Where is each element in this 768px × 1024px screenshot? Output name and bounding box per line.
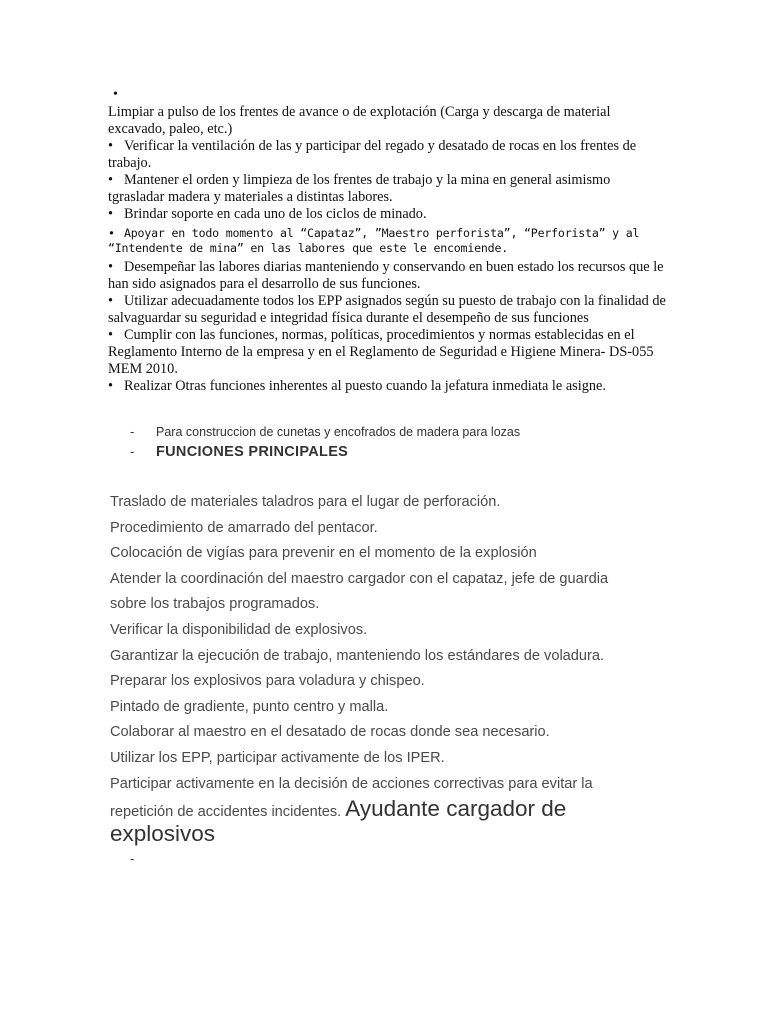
duty-item (108, 327, 668, 378)
duty-text: Desempeñar las labores diarias manteniendo y conservando en buen estado los recursos que le han sido asignados para el desarrollo de sus funciones. (108, 259, 664, 292)
section-heading: FUNCIONES PRINCIPALES (156, 444, 349, 460)
dash-mark: - (130, 444, 135, 459)
section-heading-row (130, 443, 348, 461)
duty-text: Brindar soporte en cada uno de los ciclos de minado. (124, 206, 427, 222)
bullet-mark: • (108, 138, 114, 154)
duty-text: Mantener el orden y limpieza de los frentes de trabajo y la mina en general asimismo tgrasladar madera y materiales a distintas labores. (108, 172, 611, 205)
duty-item (108, 259, 668, 293)
duty-item-mono (108, 226, 668, 256)
subtitle-text: Ayudante cargador de (345, 796, 567, 822)
lone-bullet: • (113, 87, 118, 102)
function-line: Colocación de vigías para prevenir en el momento de la explosión (110, 545, 537, 562)
duty-text: Verificar la ventilación de las y participar del regado y desatado de rocas en los frentes de trabajo. (108, 138, 637, 171)
trailing-dash (130, 850, 156, 868)
dash-text: Para construccion de cunetas y encofrados de madera para lozas (156, 425, 521, 439)
function-line: Procedimiento de amarrado del pentacor. (110, 519, 378, 536)
function-line-mixed (110, 797, 670, 821)
duty-text: Realizar Otras funciones inherentes al puesto cuando la jefatura inmediata le asigne. (124, 378, 606, 394)
duty-item (108, 172, 668, 206)
duty-item (108, 378, 668, 395)
functions-list (110, 490, 670, 849)
function-line: sobre los trabajos programados. (110, 596, 320, 613)
bullet-mark: • (108, 259, 114, 275)
bullet-mark: • (108, 378, 114, 394)
duty-item-first: Limpiar a pulso de los frentes de avance o de explotación (Carga y descarga de material excavado, paleo, etc.) (108, 104, 611, 137)
function-text: repetición de accidentes incidentes. (110, 804, 342, 821)
dash-mark: - (130, 424, 135, 439)
function-line: Participar activamente en la decisión de acciones correctivas para evitar la (110, 775, 593, 792)
function-line: Verificar la disponibilidad de explosivos. (110, 621, 368, 638)
bullet-mark: • (108, 327, 114, 343)
function-line: Pintado de gradiente, punto centro y malla. (110, 698, 389, 715)
function-line: Garantizar la ejecución de trabajo, manteniendo los estándares de voladura. (110, 647, 605, 664)
bullet-mark: • (108, 206, 114, 222)
bullet-mark: • (108, 172, 114, 188)
function-line: Colaborar al maestro en el desatado de rocas donde sea necesario. (110, 724, 550, 741)
duties-list (108, 104, 668, 395)
duty-item (108, 138, 668, 172)
bullet-mark: • (108, 293, 114, 309)
duty-item (108, 206, 668, 223)
function-line: Traslado de materiales taladros para el lugar de perforación. (110, 494, 501, 510)
subtitle-continued: explosivos (110, 821, 216, 847)
function-line: Preparar los explosivos para voladura y chispeo. (110, 673, 425, 690)
dash-mark: - (130, 851, 135, 866)
dash-item (130, 424, 520, 439)
function-line: Utilizar los EPP, participar activamente de los IPER. (110, 749, 445, 766)
function-line: Atender la coordinación del maestro cargador con el capataz, jefe de guardia (110, 570, 609, 587)
duty-text: Utilizar adecuadamente todos los EPP asignados según su puesto de trabajo con la finalidad de salvaguardar su seguridad e integridad física durante el desempeño de sus funciones (108, 293, 666, 326)
duty-text: Apoyar en todo momento al “Capataz”, ”Maestro perforista”, “Perforista” y al “Intendente de mina” en las labores que este le encomiende. (108, 226, 640, 255)
bullet-mark: • (108, 226, 115, 240)
duty-item (108, 293, 668, 327)
duty-text: Cumplir con las funciones, normas, políticas, procedimientos y normas establecidas en el Reglamento Interno de la empresa y en el Reglamento de Seguridad e Higiene Minera- DS-055 MEM 2010. (108, 327, 654, 377)
